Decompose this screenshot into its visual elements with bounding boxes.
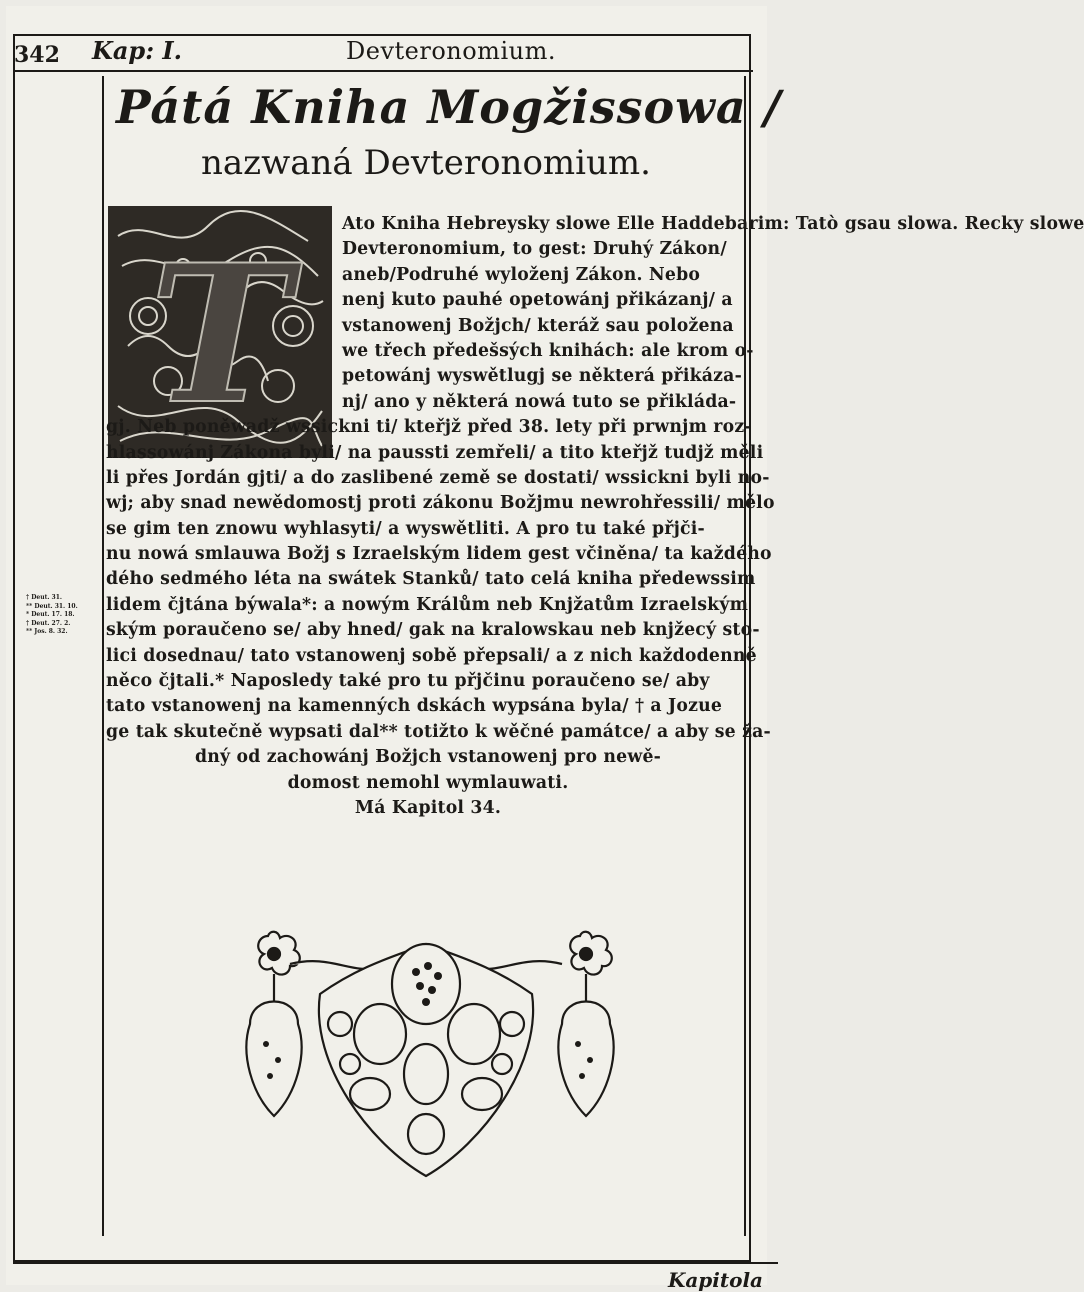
- fruit-garland-ornament: [230, 924, 622, 1186]
- text-line: lici dosednau/ tato vstanowenj sobě přepsali/ a z nich každodenně: [106, 645, 757, 666]
- garland-icon: [230, 924, 622, 1186]
- text-line: nenj kuto pauhé opetowánj přikázanj/ a: [342, 290, 733, 311]
- text-line: dný od zachowánj Božjch vstanowenj pro newě-: [194, 747, 662, 768]
- text-line: domost nemohl wymlauwati.: [287, 772, 569, 793]
- text-line: gj. Neb poněwadž wssickni ti/ kteřjž před 38. lety při prwnjm roz-: [106, 417, 752, 438]
- catchword: Kapitola: [667, 1268, 763, 1292]
- marginal-note: † Deut. 31.: [26, 594, 62, 601]
- text-line: dého sedmého léta na swátek Stanků/ tato celá kniha předewssim: [106, 569, 756, 590]
- footer-rule: [13, 1262, 778, 1264]
- text-line: Devteronomium, to gest: Druhý Zákon/: [342, 239, 727, 260]
- chapter-label: Kap: I.: [92, 36, 182, 65]
- chapter-count: Má Kapitol 34.: [354, 797, 502, 818]
- svg-text:T: T: [149, 223, 291, 446]
- book-subtitle: nazwaná Devteronomium.: [201, 143, 651, 183]
- marginal-notes: [26, 594, 102, 637]
- text-line: vstanowenj Božjch/ kteráž sau položena: [342, 315, 734, 336]
- text-line: hlassowánj Zákona byli/ na paussti zemřeli/ a tito kteřjž tudjž měli: [106, 442, 764, 463]
- margin-rule-left: [102, 76, 104, 1236]
- text-line: li přes Jordán gjti/ a do zaslibené země se dostati/ wssickni byli no-: [106, 467, 770, 488]
- text-line: we třech předešsých knihách: ale krom o-: [342, 340, 754, 361]
- text-line: se gim ten znowu wyhlasyti/ a wyswětliti. A pro tu také přjči-: [106, 518, 705, 539]
- header-rule: [13, 70, 753, 72]
- text-line: Ato Kniha Hebreysky slowe Elle Haddebarim: Tatò gsau slowa. Recky slowe: [342, 214, 1084, 234]
- text-line: lidem čjtána býwala*: a nowým Králům neb Knjžatům Izraelským: [106, 594, 749, 615]
- text-line: ge tak skutečně wypsati dal** totižto k wěčné památce/ a aby se ža-: [106, 721, 771, 742]
- book-page: [6, 6, 1084, 1292]
- text-line: něco čjtali.* Naposledy také pro tu přjčinu poraučeno se/ aby: [106, 671, 710, 692]
- text-line: wj; aby snad newědomostj proti zákonu Božjmu newrohřessili/ mělo: [106, 493, 775, 514]
- text-line: ským poraučeno se/ aby hned/ gak na kralowskau neb knjžecý sto-: [106, 620, 760, 641]
- chapter-introduction: [106, 212, 1084, 821]
- book-title: Pátá Kniha Mogžissowa /: [116, 80, 782, 134]
- running-title: Devteronomium.: [346, 37, 556, 65]
- text-line: tato vstanowenj na kamenných dskách wypsána byla/ † a Jozue: [106, 696, 723, 717]
- marginal-note: ** Deut. 31. 10.: [26, 602, 78, 610]
- marginal-note: † Deut. 27. 2.: [26, 619, 71, 627]
- marginal-note: ** Jos. 8. 32.: [26, 628, 68, 635]
- text-line: petowánj wyswětlugj se některá přikáza-: [342, 366, 742, 387]
- text-line: aneb/Podruhé wyloženj Zákon. Nebo: [342, 264, 701, 285]
- text-line: nu nowá smlauwa Božj s Izraelským lidem gest včiněna/ ta každého: [106, 544, 772, 565]
- marginal-note: * Deut. 17. 18.: [26, 611, 75, 618]
- text-line: nj/ ano y některá nowá tuto se přikláda-: [342, 391, 737, 412]
- page-number: 342: [14, 42, 60, 68]
